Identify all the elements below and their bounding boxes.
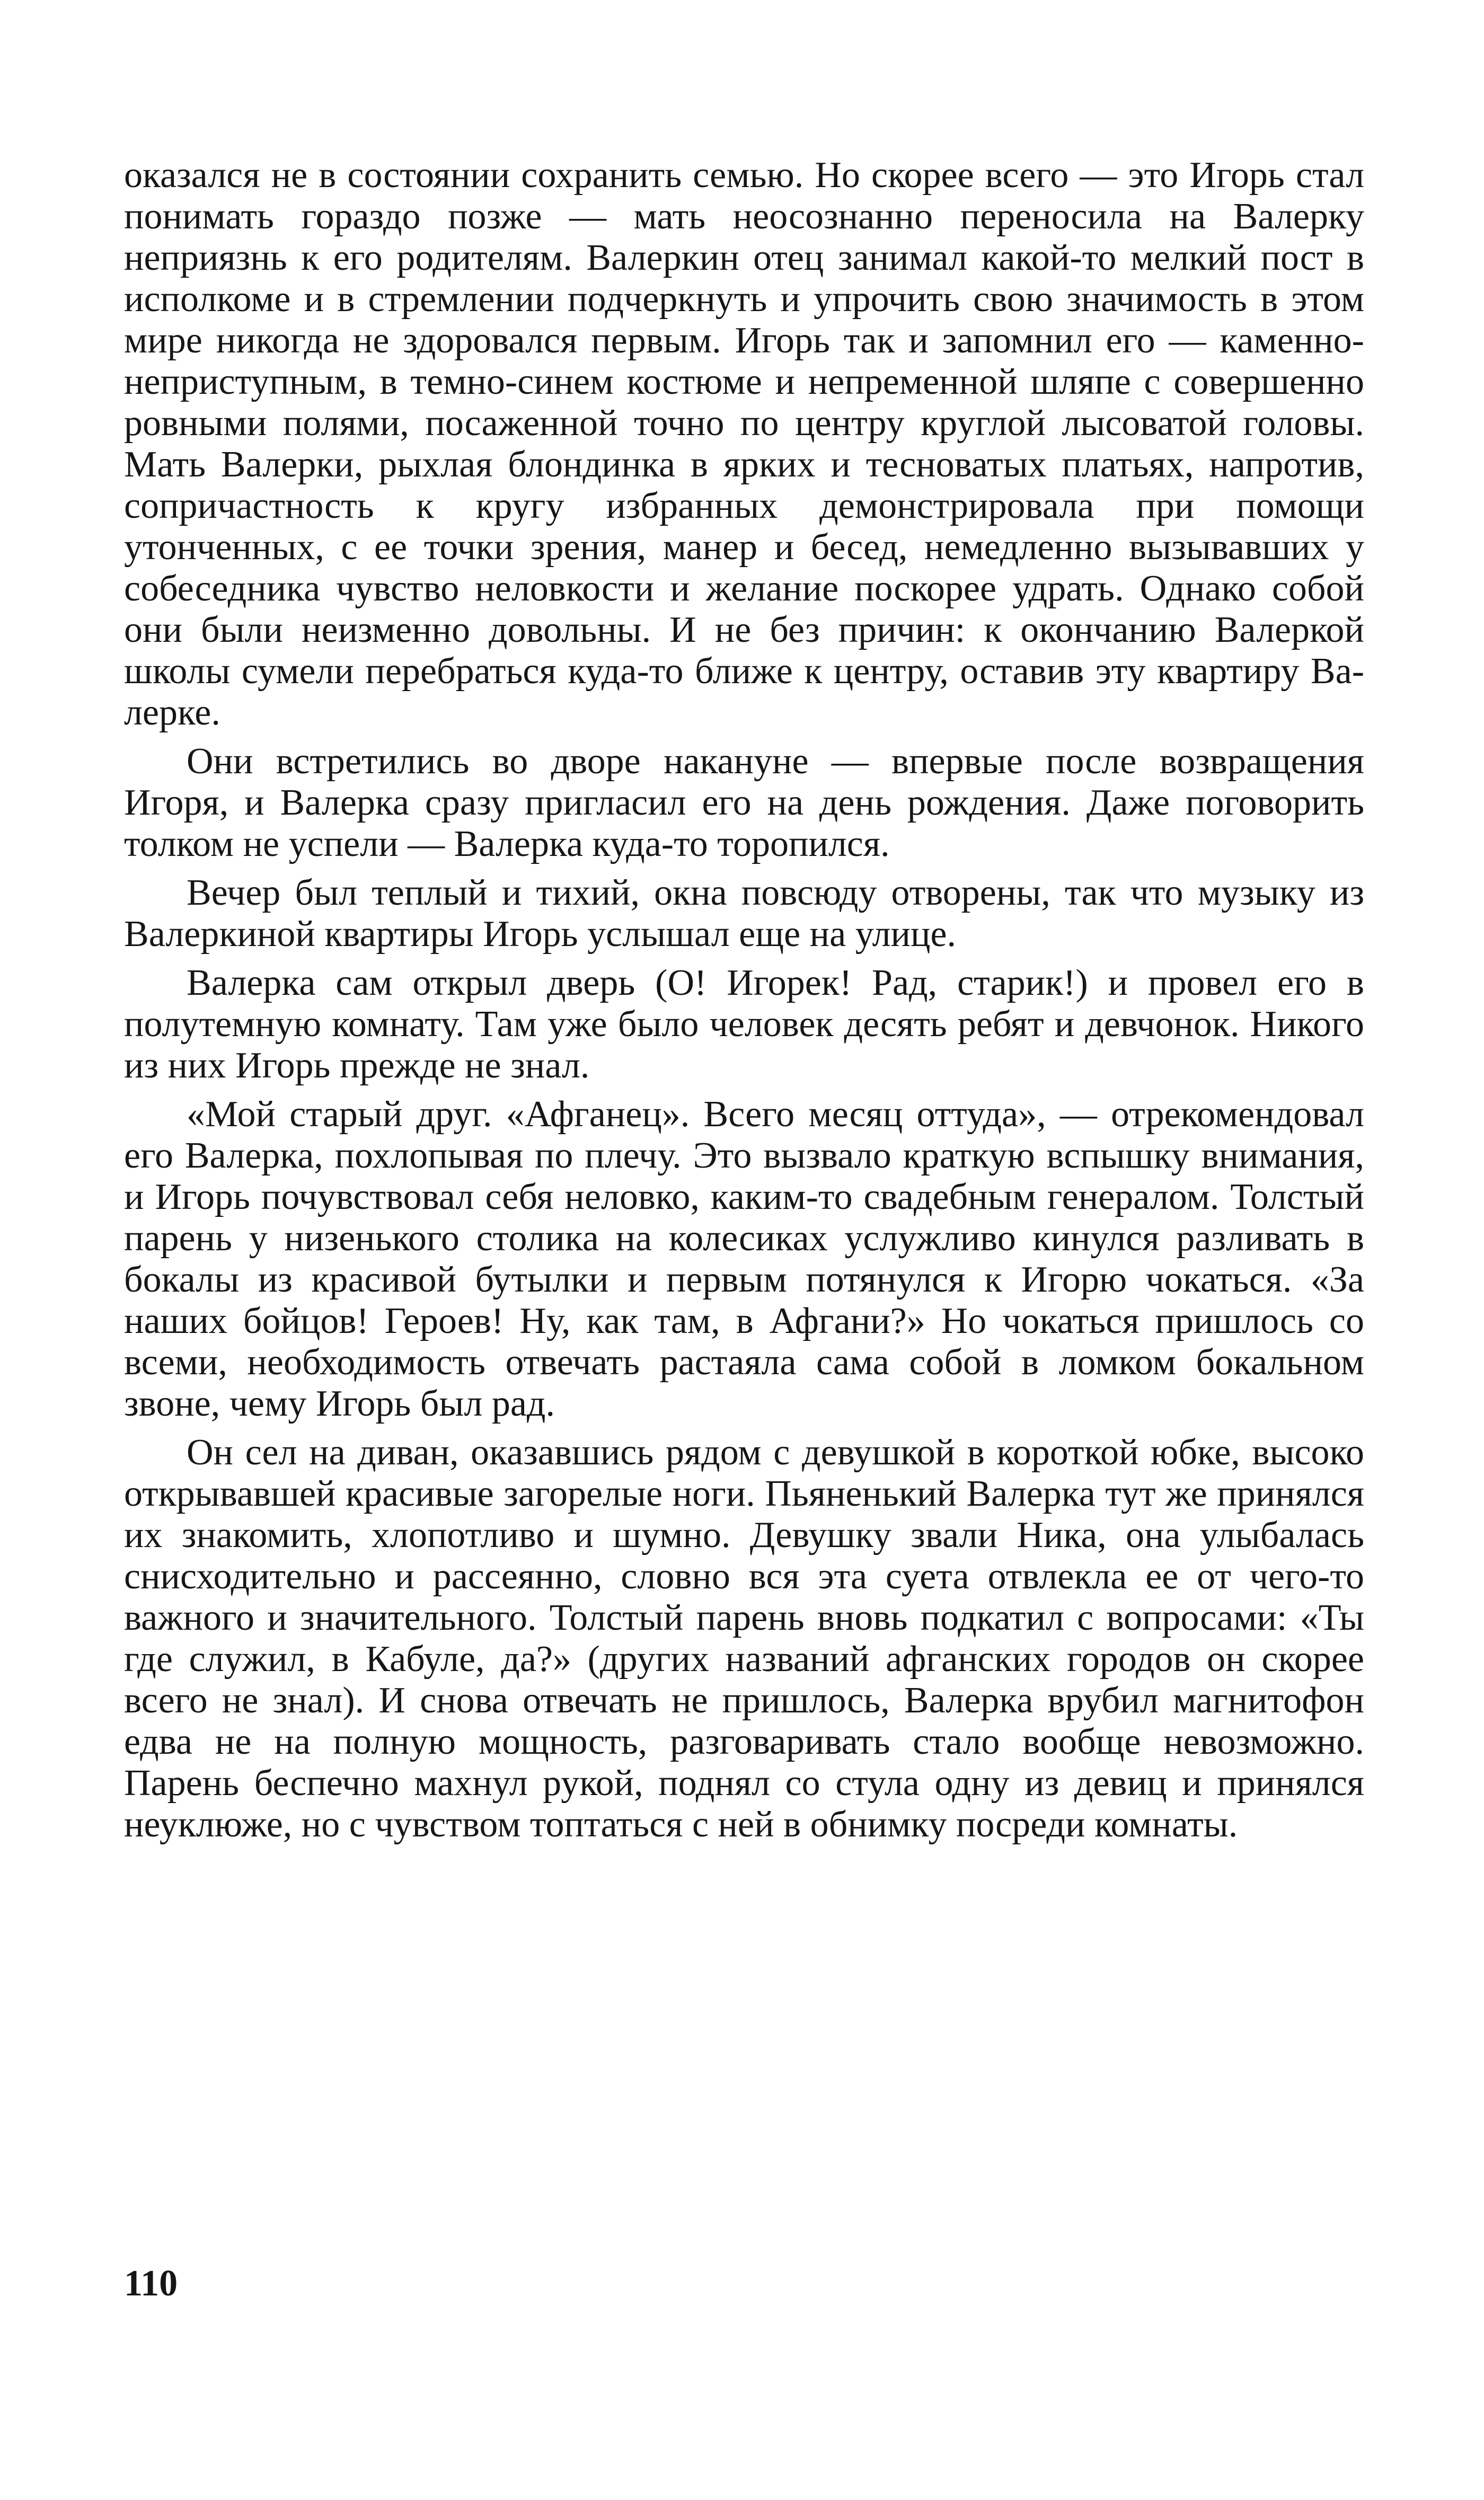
paragraph-2: Они встретились во дворе накануне — впервые после возвращения Игоря, и Валерка сразу пригласил его на день рождения. Даже поговорить толком не успели — Валерка куда-то торопился. [124, 741, 1364, 864]
paragraph-4: Валерка сам открыл дверь (О! Игорек! Рад, старик!) и провел его в полутемную комнату. Там уже было человек десять ребят и девчонок. Никого из них Игорь прежде не знал. [124, 962, 1364, 1086]
paragraph-5: «Мой старый друг. «Афганец». Всего месяц оттуда», — отрекомендовал его Валерка, похлопывая по плечу. Это вызвало краткую вспышку внимания, и Игорь почувствовал себя неловко, каким-то свадебным генералом. Толстый парень у низенького столика на колесиках услужливо кинулся разливать в бокалы из красивой бутылки и первым потянулся к Игорю чокаться. «За наших бойцов! Героев! Ну, как там, в Афгани?» Но чокаться пришлось со всеми, необходимость отвечать растаяла сама собой в ломком бокальном звоне, чему Игорь был рад. [124, 1094, 1364, 1424]
paragraph-6: Он сел на диван, оказавшись рядом с девушкой в короткой юбке, высоко открывавшей красивые загорелые ноги. Пьяненький Валерка тут же принялся их знакомить, хлопотливо и шумно. Девушку звали Ника, она улыбалась снисходительно и рассеянно, словно вся эта суета отвлекла ее от чего-то важного и значительного. Толстый парень вновь подкатил с вопросами: «Ты где служил, в Кабуле, да?» (других названий афганских городов он скорее всего не знал). И снова отвечать не пришлось, Валерка врубил магнитофон едва не на полную мощность, разговаривать стало вообще невозможно. Парень беспечно махнул рукой, поднял со стула одну из девиц и принялся неуклюже, но с чувством топтаться с ней в обнимку посреди комнаты. [124, 1432, 1364, 1845]
paragraph-3: Вечер был теплый и тихий, окна повсюду отворены, так что музыку из Валеркиной квартиры Игорь услышал еще на улице. [124, 872, 1364, 955]
page-number: 110 [124, 2263, 178, 2304]
page-body [124, 155, 1364, 1853]
paragraph-1: оказался не в состоянии сохранить семью. Но скорее всего — это Игорь стал понимать гораздо позже — мать неосознанно переносила на Валерку неприязнь к его родителям. Валеркин отец занимал какой-то мелкий пост в исполкоме и в стремлении подчеркнуть и упрочить свою значимость в этом мире никогда не здоровался первым. Игорь так и запомнил его — каменно-неприступным, в темно-синем костюме и непременной шляпе с совершенно ровными полями, посаженной точно по центру круглой лысоватой головы. Мать Валерки, рыхлая блондинка в ярких и тесноватых платьях, напротив, сопричастность к кругу избранных демонстрировала при помощи утонченных, с ее точки зрения, манер и бесед, немедленно вызывавших у собеседника чувство неловкости и желание поскорее удрать. Однако собой они были неизменно довольны. И не без причин: к окончанию Валеркой школы сумели перебраться куда-то ближе к центру, оставив эту квартиру Валерке. [124, 155, 1364, 733]
